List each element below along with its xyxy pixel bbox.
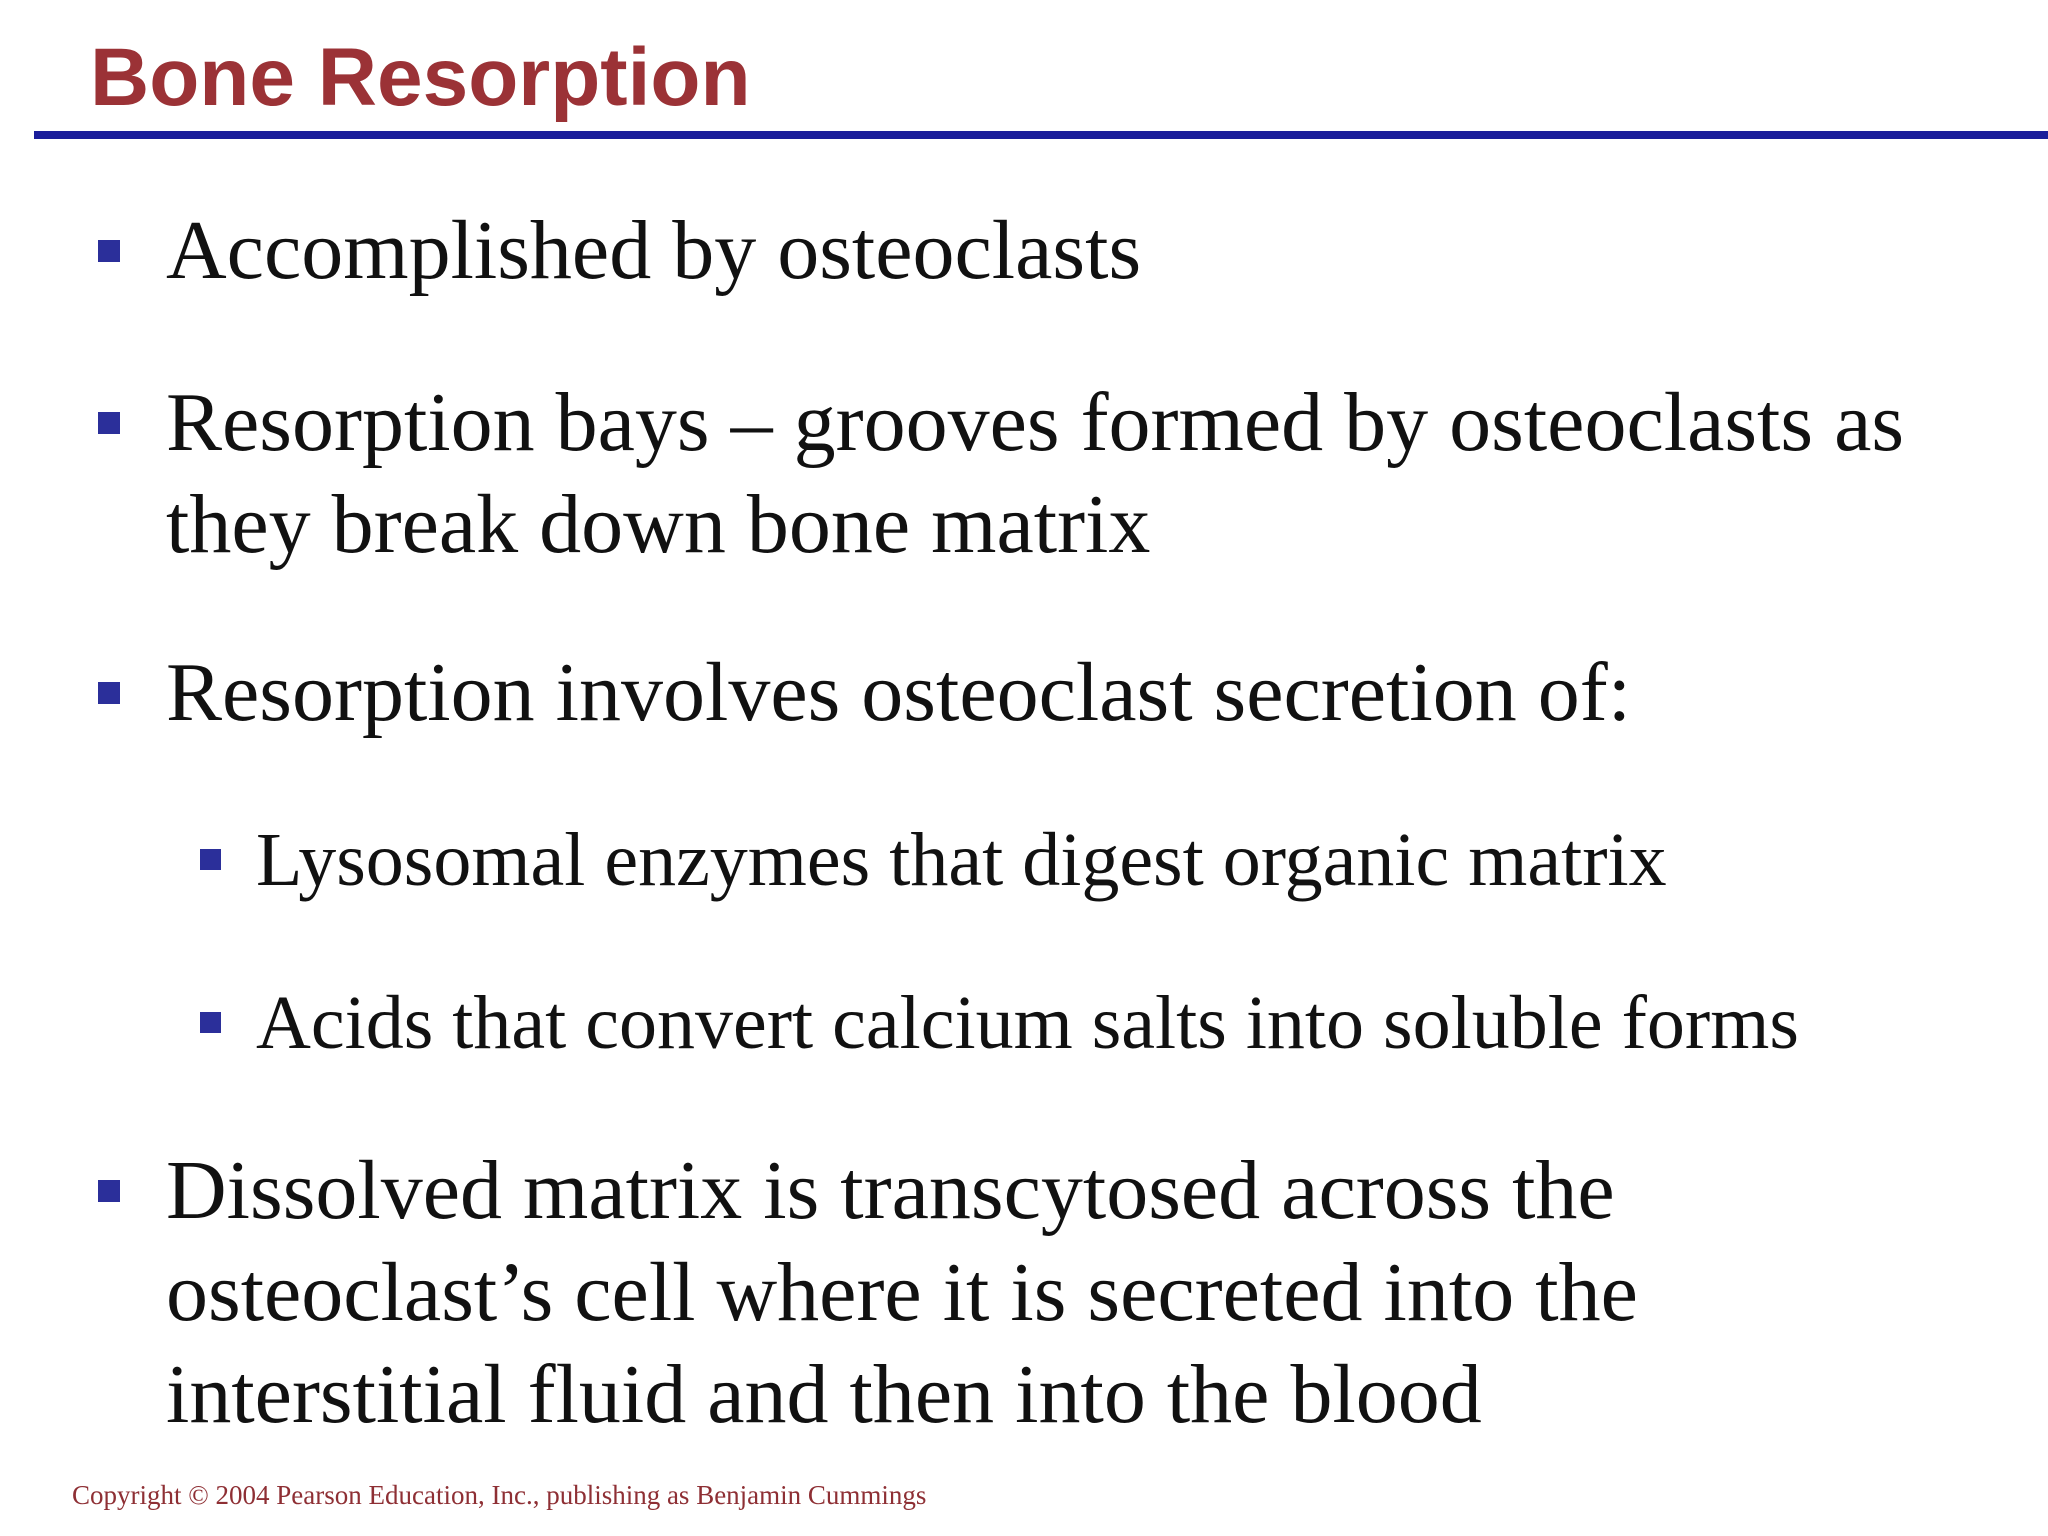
bullet-text-line-1: Dissolved matrix is transcytosed across the (166, 1144, 1615, 1237)
square-bullet-icon (200, 849, 221, 870)
subbullet-text: Lysosomal enzymes that digest organic matrix (256, 818, 1667, 902)
bullet-item-resorption-bays (166, 372, 1904, 576)
bullet-text-line-2: they break down bone matrix (166, 478, 1151, 571)
square-bullet-icon (98, 682, 120, 704)
bullet-text-line-3: interstitial fluid and then into the blood (166, 1348, 1482, 1441)
bullet-item-dissolved-matrix (166, 1140, 1638, 1446)
bullet-text-line-2: osteoclast’s cell where it is secreted into the (166, 1246, 1638, 1339)
bullet-text: Accomplished by osteoclasts (166, 204, 1142, 297)
bullet-item-accomplished (166, 200, 1141, 302)
subbullet-item-lysosomal-enzymes (256, 812, 1667, 908)
subbullet-text: Acids that convert calcium salts into soluble forms (256, 981, 1799, 1065)
slide-title: Bone Resorption (90, 32, 751, 123)
square-bullet-icon (98, 412, 120, 434)
square-bullet-icon (98, 240, 120, 262)
square-bullet-icon (98, 1180, 120, 1202)
square-bullet-icon (200, 1012, 221, 1033)
subbullet-item-acids (256, 975, 1799, 1071)
bullet-text: Resorption involves osteoclast secretion of: (166, 646, 1632, 739)
bullet-text-line-1: Resorption bays – grooves formed by osteoclasts as (166, 376, 1905, 469)
bullet-item-secretion (166, 642, 1631, 744)
copyright-footer: Copyright © 2004 Pearson Education, Inc., publishing as Benjamin Cummings (72, 1480, 927, 1510)
